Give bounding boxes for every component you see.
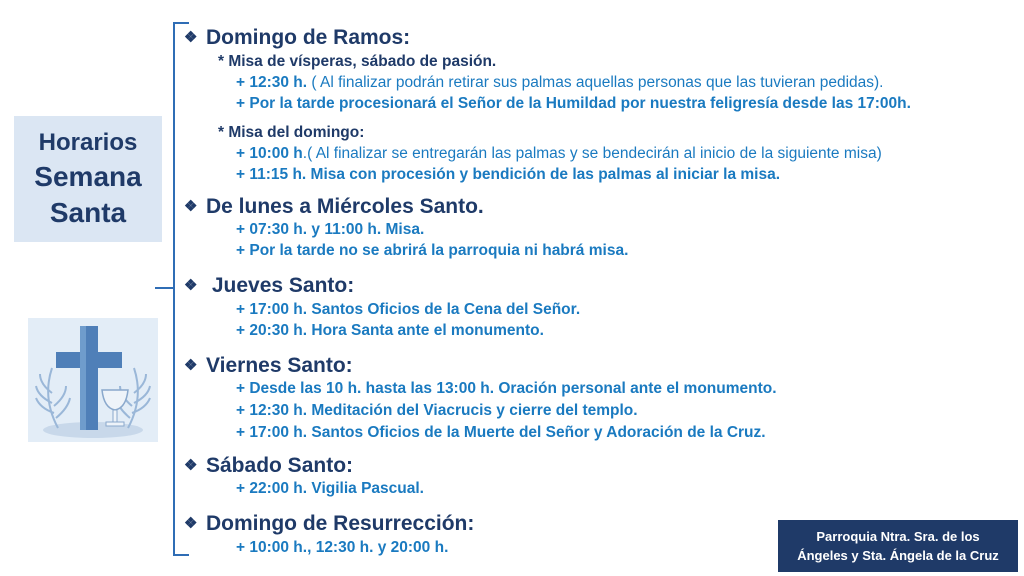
line-1000 <box>236 145 882 163</box>
line-oracion: + Desde las 10 h. hasta las 13:00 h. Oración personal ante el monumento. <box>236 380 777 397</box>
heading-viernes-santo <box>184 354 353 378</box>
line-hora-santa: + 20:30 h. Hora Santa ante el monumento. <box>236 322 544 339</box>
heading-text: De lunes a Miércoles Santo. <box>206 195 484 218</box>
title-line-3: Santa <box>49 197 127 228</box>
diamond-bullet-icon: ❖ <box>184 515 198 532</box>
title-line-2: Semana <box>34 161 142 192</box>
diamond-bullet-icon: ❖ <box>184 277 198 294</box>
line-tarde: + Por la tarde no se abrirá la parroquia ni habrá misa. <box>236 242 629 259</box>
line-resurreccion-misas: + 10:00 h., 12:30 h. y 20:00 h. <box>236 539 449 556</box>
diamond-bullet-icon: ❖ <box>184 357 198 374</box>
footer-line-2: Ángeles y Sta. Ángela de la Cruz <box>797 548 999 563</box>
heading-sabado-santo <box>184 454 353 478</box>
parish-footer <box>778 520 1018 572</box>
footer-line-1: Parroquia Ntra. Sra. de los <box>816 529 980 544</box>
line-santos-oficios-cena: + 17:00 h. Santos Oficios de la Cena del Señor. <box>236 301 581 318</box>
line-1230 <box>236 74 884 92</box>
line-1115: + 11:15 h. Misa con procesión y bendición de las palmas al iniciar la misa. <box>236 166 781 183</box>
heading-domingo-ramos <box>184 26 410 50</box>
sub-misa-domingo: * Misa del domingo: <box>218 124 365 141</box>
line-time: + 10:00 h <box>236 145 303 162</box>
heading-text: Viernes Santo: <box>206 354 353 377</box>
line-misa: + 07:30 h. y 11:00 h. Misa. <box>236 221 425 238</box>
diamond-bullet-icon: ❖ <box>184 198 198 215</box>
heading-jueves-santo <box>184 274 354 298</box>
line-desc: ( Al finalizar podrán retirar sus palmas aquellas personas que las tuvieran pedidas). <box>307 74 884 91</box>
bracket-connector <box>155 287 175 289</box>
heading-text: Sábado Santo: <box>206 454 354 477</box>
heading-lunes-miercoles <box>184 195 484 219</box>
heading-text: Domingo de Ramos: <box>206 26 411 49</box>
heading-text: Jueves Santo: <box>206 274 355 297</box>
heading-text: Domingo de Resurrección: <box>206 512 475 535</box>
line-desc: .( Al finalizar se entregarán las palmas y se bendecirán al inicio de la siguiente misa) <box>302 145 882 162</box>
title-line-1: Horarios <box>38 129 138 156</box>
heading-domingo-resurreccion <box>184 512 474 536</box>
line-santos-oficios-muerte: + 17:00 h. Santos Oficios de la Muerte del Señor y Adoración de la Cruz. <box>236 424 766 441</box>
sub-misa-visperas: * Misa de vísperas, sábado de pasión. <box>218 53 497 70</box>
diamond-bullet-icon: ❖ <box>184 457 198 474</box>
line-viacrucis: + 12:30 h. Meditación del Viacrucis y cierre del templo. <box>236 402 638 419</box>
line-procesion: + Por la tarde procesionará el Señor de la Humildad por nuestra feligresía desde las 17:00h. <box>236 95 911 112</box>
title-box <box>14 116 162 242</box>
cross-chalice-palm-icon <box>28 318 158 442</box>
schedule-content <box>184 0 1024 576</box>
illustration-svg <box>28 318 158 442</box>
line-time: + 12:30 h. <box>236 74 308 91</box>
line-vigilia: + 22:00 h. Vigilia Pascual. <box>236 480 424 497</box>
diamond-bullet-icon: ❖ <box>184 29 198 46</box>
